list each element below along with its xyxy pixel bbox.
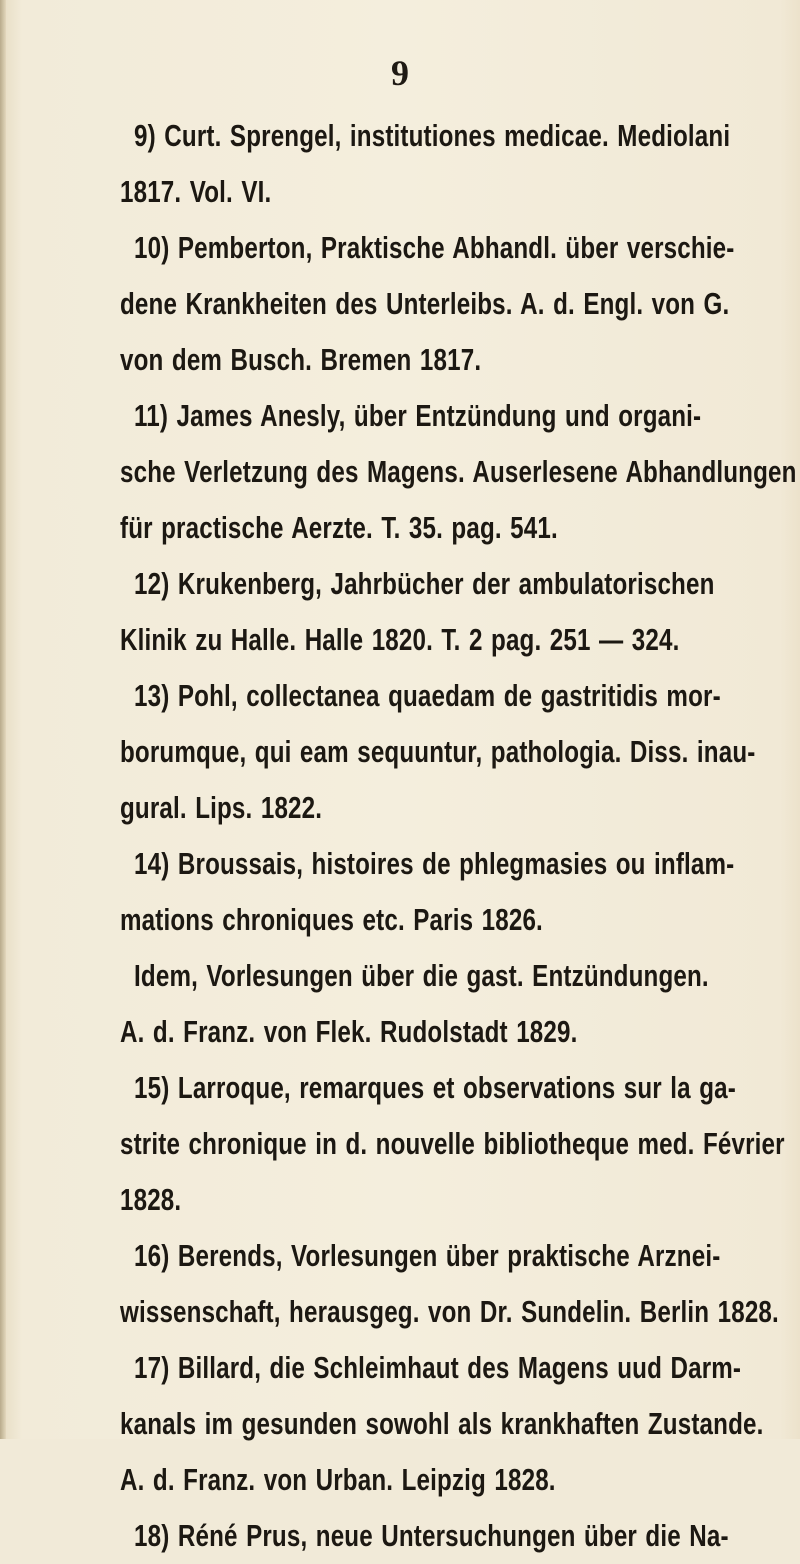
bibliography-entry-14 xyxy=(120,836,742,948)
entry-line: 12) Krukenberg, Jahrbücher der ambulatorischen xyxy=(134,566,715,601)
entry-line: 14) Broussais, histoires de phlegmasies ou inflam- xyxy=(134,846,735,881)
bibliography-entry-11 xyxy=(120,388,797,556)
entry-line: A. d. Franz. von Urban. Leipzig 1828. xyxy=(120,1462,556,1497)
entry-line: Klinik zu Halle. Halle 1820. T. 2 pag. 251 — 324. xyxy=(120,622,680,657)
bibliography-entry-10 xyxy=(120,220,742,388)
entry-line: A. d. Franz. von Flek. Rudolstadt 1829. xyxy=(120,1014,578,1049)
entry-line: 13) Pohl, collectanea quaedam de gastritidis mor- xyxy=(134,678,721,713)
page-number: 9 xyxy=(391,53,409,93)
page-spine-shadow xyxy=(0,0,6,1439)
bibliography-entry-18 xyxy=(120,1508,742,1564)
bibliography-entry-16 xyxy=(120,1228,779,1340)
entry-line: kanals im gesunden sowohl als krankhaften Zustande. xyxy=(120,1406,764,1441)
entry-line: 1817. Vol. VI. xyxy=(120,174,272,209)
entry-line: 18) Réné Prus, neue Untersuchungen über die Na- xyxy=(134,1518,729,1553)
entry-line: von dem Busch. Bremen 1817. xyxy=(120,342,482,377)
entry-line: 1828. xyxy=(120,1182,182,1217)
entry-line: 9) Curt. Sprengel, institutiones medicae. Mediolani xyxy=(134,118,731,153)
entry-line: strite chronique in d. nouvelle bibliotheque med. Février xyxy=(120,1126,785,1161)
bibliography-entry-13 xyxy=(120,668,756,836)
entry-line: gural. Lips. 1822. xyxy=(120,790,323,825)
entry-line: sche Verletzung des Magens. Auserlesene Abhandlungen xyxy=(120,454,797,489)
entry-line: borumque, qui eam sequuntur, pathologia. Diss. inau- xyxy=(120,734,756,769)
entry-line: dene Krankheiten des Unterleibs. A. d. Engl. von G. xyxy=(120,286,730,321)
entry-line: Idem, Vorlesungen über die gast. Entzündungen. xyxy=(134,958,709,993)
entry-line: für practische Aerzte. T. 35. pag. 541. xyxy=(120,510,558,545)
entry-line: 17) Billard, die Schleimhaut des Magens uud Darm- xyxy=(134,1350,742,1385)
entry-line: mations chroniques etc. Paris 1826. xyxy=(120,902,543,937)
bibliography-entry-12 xyxy=(120,556,742,668)
bibliography-entry-idem xyxy=(120,948,742,1060)
entry-line: 10) Pemberton, Praktische Abhandl. über verschie- xyxy=(134,230,735,265)
bibliography-entry-17 xyxy=(120,1340,764,1508)
entry-line: wissenschaft, herausgeg. von Dr. Sundelin. Berlin 1828. xyxy=(120,1294,779,1329)
entry-line: 15) Larroque, remarques et observations sur la ga- xyxy=(134,1070,736,1105)
bibliography-list xyxy=(120,108,797,1564)
entry-line: 16) Berends, Vorlesungen über praktische Arznei- xyxy=(134,1238,721,1273)
bibliography-entry-15 xyxy=(120,1060,785,1228)
bibliography-entry-9 xyxy=(120,108,742,220)
entry-line: 11) James Anesly, über Entzündung und organi- xyxy=(134,398,702,433)
